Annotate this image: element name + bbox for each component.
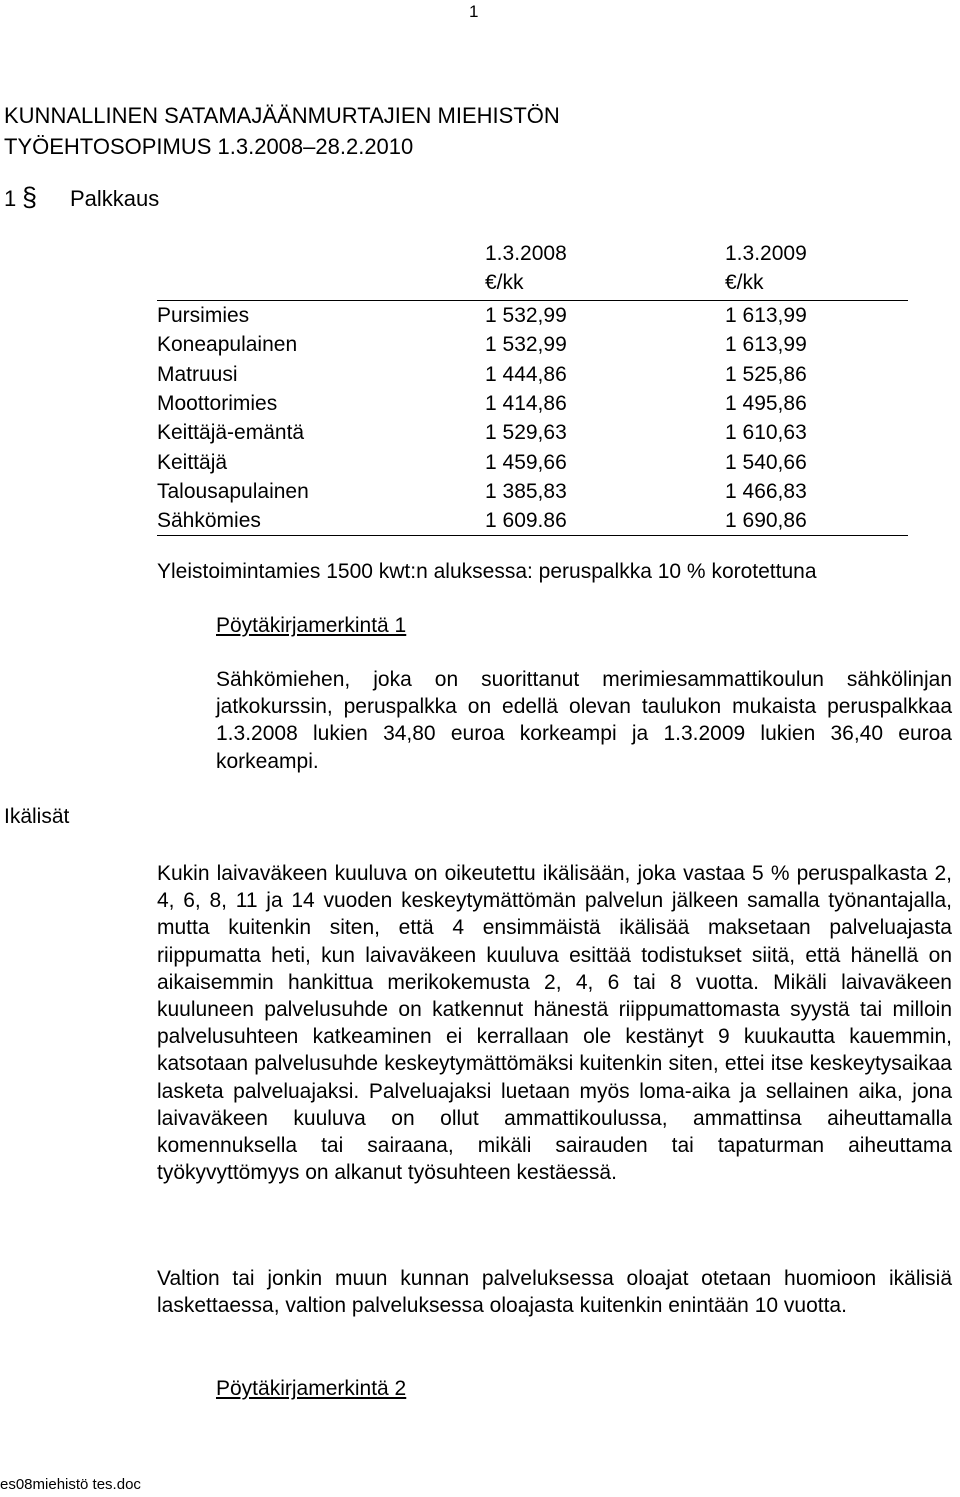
page-number: 1 (469, 2, 479, 21)
salary-2008: 1 609.86 (485, 506, 725, 536)
salary-2008: 1 532,99 (485, 333, 567, 357)
salary-2009: 1 610,63 (725, 421, 807, 445)
salary-2009: 1 613,99 (725, 301, 908, 331)
salary-2008: 1 444,86 (485, 362, 567, 386)
column-date-2009: 1.3.2009 (725, 242, 807, 265)
side-label-ikalisat: Ikälisät (4, 805, 70, 828)
pay-table (157, 300, 908, 536)
salary-2008: 1 459,66 (485, 450, 567, 474)
job-title: Moottorimies (157, 392, 278, 416)
column-unit-2008: €/kk (485, 271, 524, 294)
document-title-line-1: KUNNALLINEN SATAMAJÄÄNMURTAJIEN MIEHISTÖN (4, 103, 560, 128)
salary-2008: 1 529,63 (485, 421, 567, 445)
table-row (157, 301, 908, 331)
salary-2008: 1 532,99 (485, 301, 725, 331)
salary-2009: 1 540,66 (725, 450, 807, 474)
table-row (157, 477, 908, 506)
document-title-line-2: TYÖEHTOSOPIMUS 1.3.2008–28.2.2010 (4, 134, 414, 159)
salary-2009: 1 466,83 (725, 479, 807, 503)
job-title: Keittäjä (157, 450, 228, 474)
footer-filename: es08miehistö tes.doc (0, 1476, 141, 1493)
table-row (157, 389, 908, 418)
salary-2009: 1 525,86 (725, 362, 807, 386)
salary-2008: 1 385,83 (485, 479, 567, 503)
job-title: Matruusi (157, 362, 238, 386)
general-note: Yleistoimintamies 1500 kwt:n aluksessa: peruspalkka 10 % korotettuna (157, 560, 817, 583)
job-title: Sähkömies (157, 506, 485, 536)
table-row (157, 360, 908, 389)
table-row (157, 330, 908, 359)
salary-2009: 1 495,86 (725, 392, 807, 416)
table-row (157, 418, 908, 447)
protocol-note-1-heading: Pöytäkirjamerkintä 1 (216, 614, 407, 637)
protocol-note-1-text: Sähkömiehen, joka on suorittanut merimiesammattikoulun sähkölinjan jatkokurssin, peruspalkka on edellä olevan taulukon mukaista peruspalkkaa 1.3.2008 lukien 34,80 euroa korkeampi ja 1.3.2009 lukien 36,40 euroa korkeampi. (216, 668, 952, 773)
section-heading: Palkkaus (70, 186, 160, 211)
section-symbol: § (22, 182, 38, 212)
salary-2008: 1 414,86 (485, 392, 567, 416)
protocol-note-2-heading: Pöytäkirjamerkintä 2 (216, 1377, 407, 1400)
salary-2009: 1 690,86 (725, 506, 908, 536)
seniority-paragraph-2: Valtion tai jonkin muun kunnan palveluksessa oloajat otetaan huomioon ikälisiä laskettaessa, valtion palveluksessa oloajasta kuitenkin enintään 10 vuotta. (157, 1267, 952, 1318)
section-number: 1 (4, 186, 17, 211)
job-title: Koneapulainen (157, 333, 298, 357)
seniority-paragraph-1: Kukin laivaväkeen kuuluva on oikeutettu ikälisään, joka vastaa 5 % peruspalkasta 2, 4, 6, 8, 11 ja 14 vuoden keskeytymättömän palvelun jälkeen samalla työnantajalla, mutta kuitenkin siten, että 4 ensimmäistä ikälisää maksetaan palveluajasta riippumatta heti, kun laivaväkeen kuuluva esittää todistukset siitä, että hänellä on aikaisemmin hankittua merikokemusta 2, 4, 6 tai 8 vuotta. Mikäli laivaväkeen kuuluneen palvelusuhde on katkennut hänestä riippumattomasta syystä tai milloin palvelusuhteen katkeaminen ei kerrallaan ole kestänyt 9 kuukautta kauemmin, katsotaan palvelusuhde keskeytymättömäksi kuitenkin siten, ettei itse keskeytysaikaa lasketa palveluajaksi. Palveluajaksi luetaan myös loma-aika ja sellainen aika, jona laivaväkeen kuuluva on ollut ammattikoulussa, ammattinsa aiheuttamalla komennuksella tai sairaana, mikäli sairauden tai tapaturman aiheuttama työkyvyttömyys on alkanut työsuhteen kestäessä. (157, 862, 952, 1185)
column-unit-2009: €/kk (725, 271, 764, 294)
salary-2009: 1 613,99 (725, 333, 807, 357)
table-row (157, 506, 908, 536)
column-date-2008: 1.3.2008 (485, 242, 567, 265)
job-title: Keittäjä-emäntä (157, 421, 305, 445)
table-row (157, 447, 908, 476)
job-title: Pursimies (157, 301, 485, 331)
job-title: Talousapulainen (157, 479, 309, 503)
